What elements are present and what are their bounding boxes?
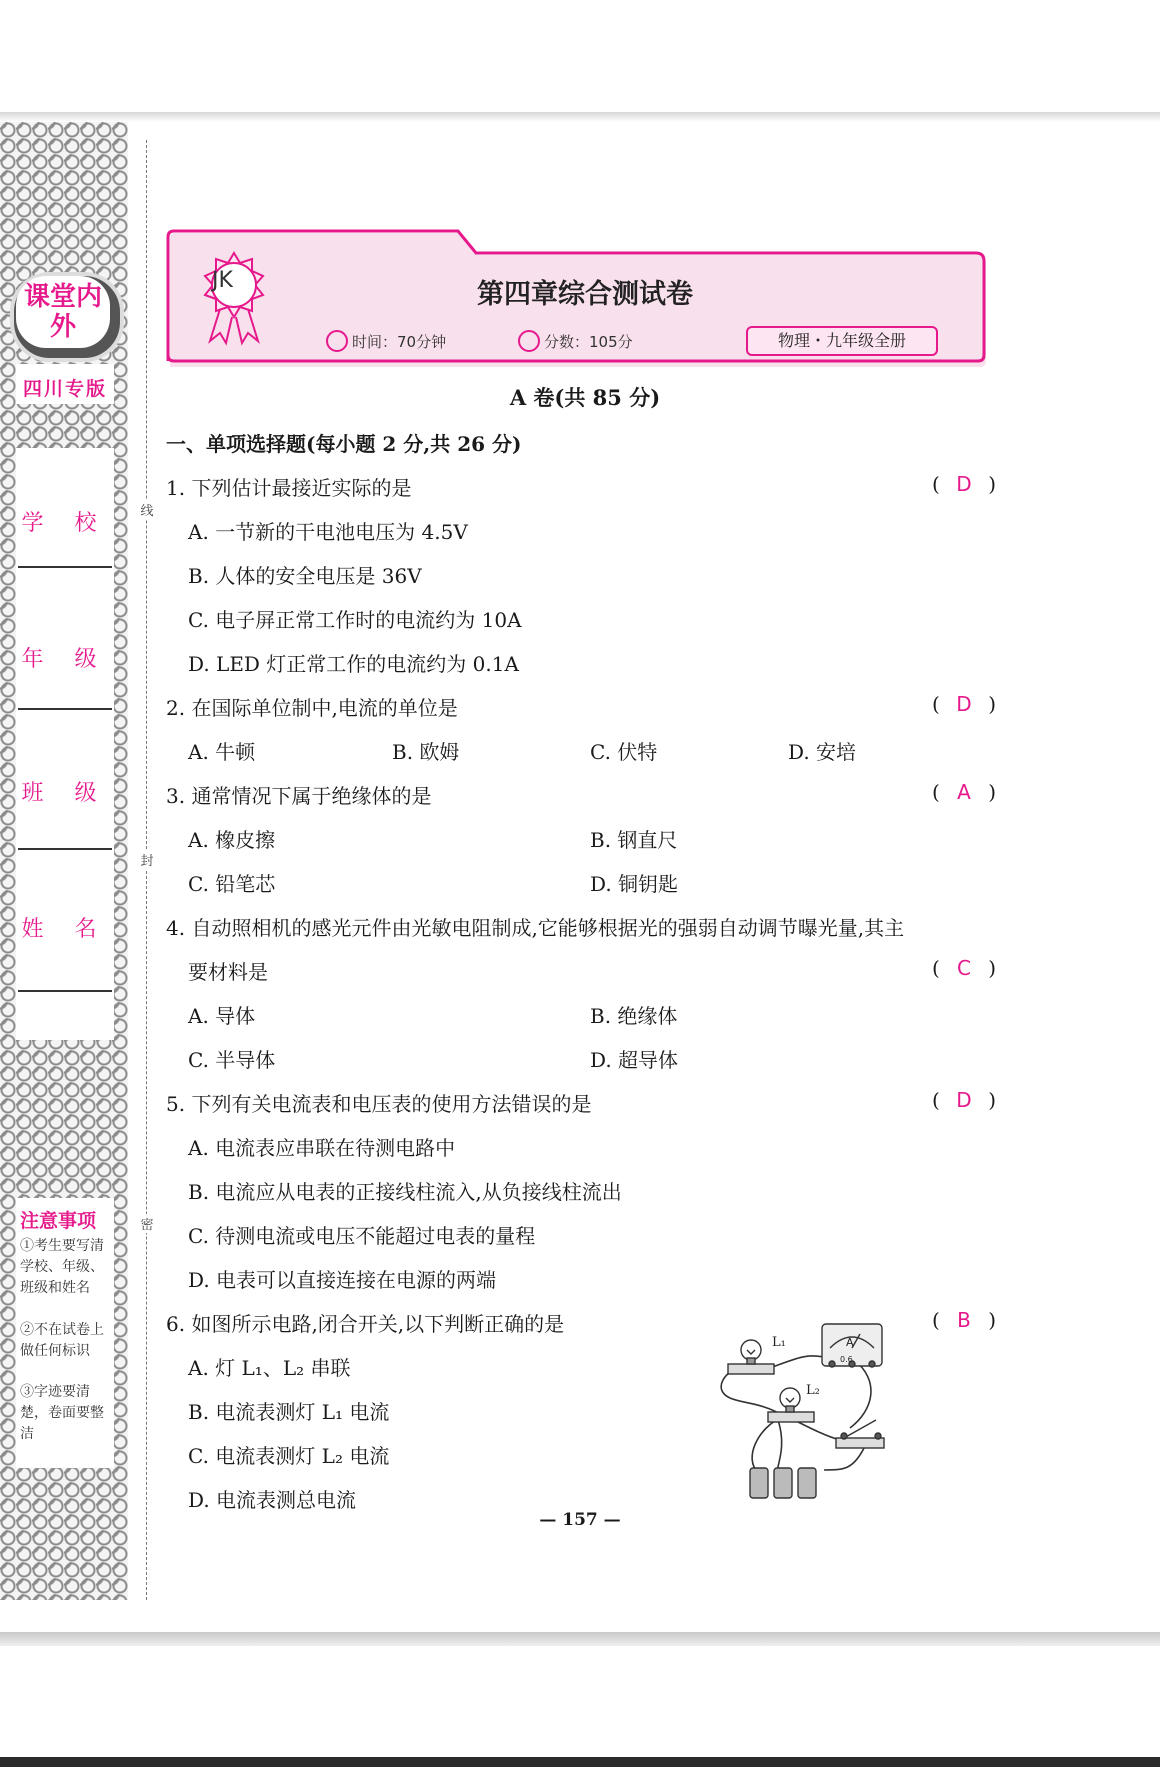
part-heading: 一、单项选择题(每小题 2 分,共 26 分) [166,432,522,456]
edition-label: 四川专版 [22,378,107,400]
option: C. 伏特 [590,740,658,764]
cut-line [146,140,147,1600]
hourglass-icon [326,330,348,352]
score-info [518,330,633,352]
lamp-l1-icon [728,1340,774,1374]
option: A. 橡皮擦 [188,828,276,852]
time-text: 时间：70分钟 [352,333,447,351]
answer-value: B [957,1308,971,1332]
page-bottom-shadow [0,1632,1160,1646]
subject-tag: 物理・九年级全册 [746,326,938,356]
option: C. 铅笔芯 [188,872,276,896]
option: C. 电流表测灯 L₂ 电流 [188,1444,390,1468]
option: A. 一节新的干电池电压为 4.5V [188,520,468,544]
option: D. LED 灯正常工作的电流约为 0.1A [188,652,519,676]
option: B. 绝缘体 [590,1004,678,1028]
option: D. 电流表测总电流 [188,1488,357,1512]
page-title: 第四章综合测试卷 [477,279,693,310]
question-stem: 1. 下列估计最接近实际的是 [166,476,412,500]
option: A. 电流表应串联在待测电路中 [188,1136,456,1160]
page-top-shadow [0,112,1160,122]
note-item: ①考生要写清学校、年级、班级和姓名 [20,1238,104,1296]
option: B. 欧姆 [392,740,460,764]
cut-mark: 线 [138,500,156,519]
section-heading: A 卷(共 85 分) [509,385,661,410]
option: C. 待测电流或电压不能超过电表的量程 [188,1224,536,1248]
school-label: 学 校 [21,511,109,536]
question-stem: 4. 自动照相机的感光元件由光敏电阻制成,它能够根据光的强弱自动调节曝光量,其主 [166,916,905,940]
question-stem: 6. 如图所示电路,闭合开关,以下判断正确的是 [166,1312,565,1336]
cut-mark: 封 [138,850,156,869]
option: A. 灯 L₁、L₂ 串联 [188,1356,351,1380]
class-label: 班 级 [21,781,109,806]
time-info [326,330,446,352]
answer-value: C [957,956,971,980]
question-stem: 2. 在国际单位制中,电流的单位是 [166,696,458,720]
ammeter-label: A [846,1336,854,1349]
badge-label: JK [212,268,233,293]
option: D. 电表可以直接连接在电源的两端 [188,1268,497,1292]
page-number: — 157 — [539,1510,621,1530]
question-stem-continued: 要材料是 [188,960,268,984]
checkmark-icon [518,330,540,352]
answer-value: D [956,692,972,716]
note-item: ②不在试卷上做任何标识 [20,1322,104,1359]
ammeter-scale-label: 0.6 [840,1355,853,1364]
answer-value: D [956,1088,972,1112]
lamp-l2-label: L₂ [806,1383,820,1398]
circuit-diagram [704,1320,894,1502]
switch-icon [836,1420,884,1448]
name-field[interactable] [18,990,112,992]
option: A. 牛顿 [188,740,256,764]
notes-title: 注意事项 [20,1210,97,1232]
answer-value: A [957,780,971,804]
score-text: 分数：105分 [544,333,633,351]
school-field[interactable] [18,566,112,568]
cut-mark: 密 [138,1214,156,1233]
question-stem: 5. 下列有关电流表和电压表的使用方法错误的是 [166,1092,592,1116]
name-label: 姓 名 [21,917,109,942]
brand-logo: 课堂内外 [16,276,110,348]
option: A. 导体 [188,1004,256,1028]
answer-value: D [956,472,972,496]
battery-icon [750,1468,816,1498]
option: D. 安培 [788,740,857,764]
option: C. 电子屏正常工作时的电流约为 10A [188,608,522,632]
screen-bottom-bar [0,1757,1160,1767]
option: C. 半导体 [188,1048,276,1072]
note-item: ③字迹要清楚，卷面要整洁 [20,1384,104,1442]
question-stem: 3. 通常情况下属于绝缘体的是 [166,784,432,808]
option: B. 电流表测灯 L₁ 电流 [188,1400,390,1424]
option: B. 电流应从电表的正接线柱流入,从负接线柱流出 [188,1180,622,1204]
option: B. 钢直尺 [590,828,678,852]
option: D. 超导体 [590,1048,679,1072]
grade-label: 年 级 [21,647,109,672]
option: B. 人体的安全电压是 36V [188,564,422,588]
grade-field[interactable] [18,708,112,710]
class-field[interactable] [18,848,112,850]
lamp-l1-label: L₁ [772,1335,786,1350]
option: D. 铜钥匙 [590,872,679,896]
